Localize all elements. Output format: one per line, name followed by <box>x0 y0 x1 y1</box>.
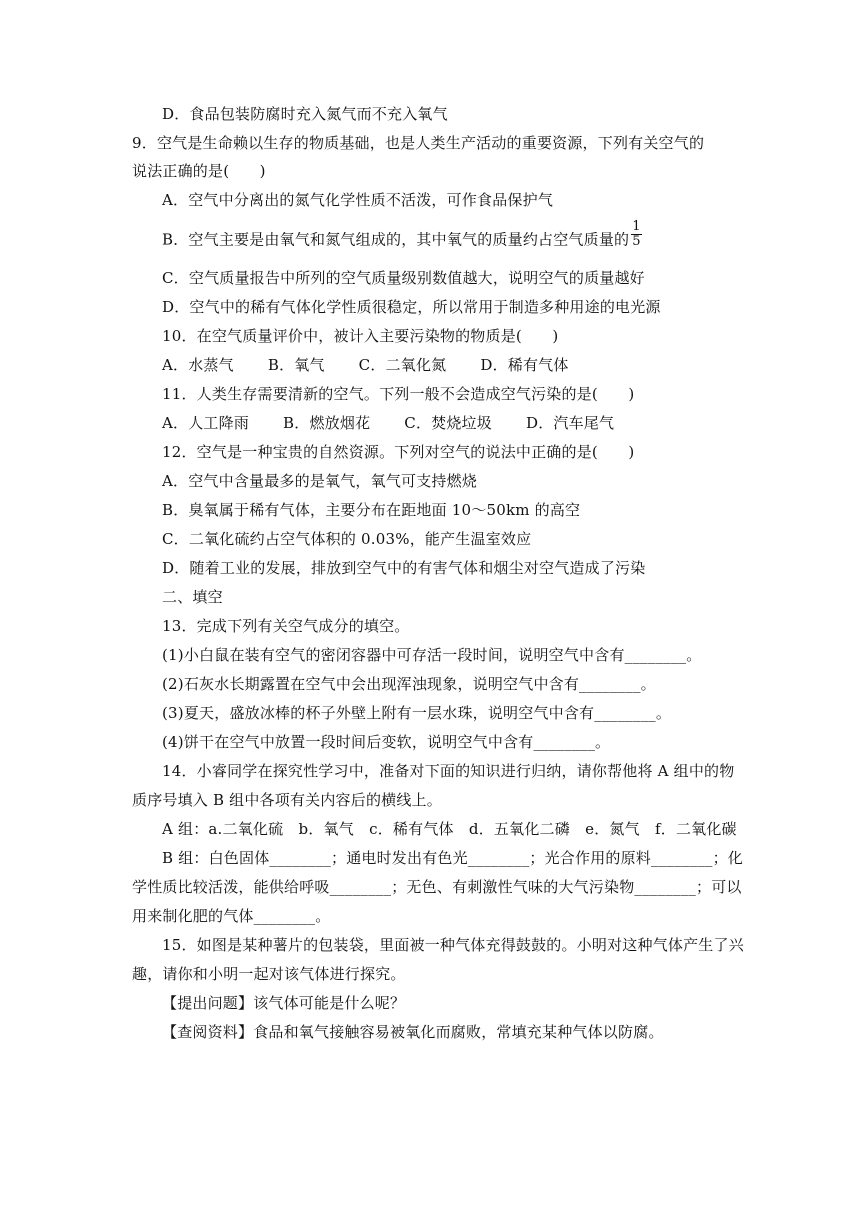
q9-stem-line2: 说法正确的是( ) <box>132 162 266 180</box>
q11-option-b: B．燃放烟花 <box>283 414 371 432</box>
q14-group-b-line3: 用来制化肥的气体________。 <box>132 907 331 925</box>
q9-option-a: A．空气中分离出的氮气化学性质不活泼，可作食品保护气 <box>162 191 554 209</box>
q11-option-d: D．汽车尾气 <box>525 414 615 432</box>
q14-group-b-line2: 学性质比较活泼，能供给呼吸________；无色、有刺激性气味的大气污染物________；可以 <box>132 878 742 896</box>
q13-item-2: (2)石灰水长期露置在空气中会出现浑浊现象，说明空气中含有________。 <box>162 675 656 693</box>
q9-option-b-text: B．空气主要是由氧气和氮气组成的，其中氧气的质量约占空气质量的 <box>162 230 630 249</box>
q9-option-b <box>162 219 642 255</box>
q9-stem-line1: 9．空气是生命赖以生存的物质基础，也是人类生产活动的重要资源，下列有关空气的 <box>132 134 705 152</box>
q10-stem: 10．在空气质量评价中，被计入主要污染物的物质是( ) <box>162 327 559 345</box>
q14-stem-line2: 质序号填入 B 组中各项有关内容后的横线上。 <box>132 791 442 809</box>
q10-option-a: A．水蒸气 <box>162 356 234 374</box>
q14-stem-line1: 14．小睿同学在探究性学习中，准备对下面的知识进行归纳，请你帮他将 A 组中的物 <box>162 762 735 780</box>
q12-option-b: B．臭氧属于稀有气体，主要分布在距地面 10～50km 的高空 <box>162 501 581 519</box>
q11-stem: 11．人类生存需要清新的空气。下列一般不会造成空气污染的是( ) <box>162 385 635 403</box>
q13-item-4: (4)饼干在空气中放置一段时间后变软，说明空气中含有________。 <box>162 733 611 751</box>
q10-option-b: B．氧气 <box>267 356 325 374</box>
q11-option-a: A．人工降雨 <box>162 414 250 432</box>
q11-option-c: C．焚烧垃圾 <box>404 414 492 432</box>
q11-options <box>162 413 614 433</box>
fraction-denominator: 5 <box>632 234 641 249</box>
q12-option-c: C．二氧化硫约占空气体积的 0.03%，能产生温室效应 <box>162 530 532 548</box>
q15-raise-question: 【提出问题】该气体可能是什么呢？ <box>162 994 406 1012</box>
q9-option-c: C．空气质量报告中所列的空气质量级别数值越大，说明空气的质量越好 <box>162 269 645 287</box>
q14-group-b-line1: B 组：白色固体________；通电时发出有色光________；光合作用的原料________；化 <box>162 849 743 867</box>
q10-options <box>162 355 569 375</box>
q13-stem: 13．完成下列有关空气成分的填空。 <box>162 617 410 635</box>
q12-option-d: D．随着工业的发展，排放到空气中的有害气体和烟尘对空气造成了污染 <box>162 559 646 577</box>
q15-stem-line2: 趣，请你和小明一起对该气体进行探究。 <box>132 965 406 983</box>
q13-item-1: (1)小白鼠在装有空气的密闭容器中可存活一段时间，说明空气中含有________。 <box>162 646 702 664</box>
fraction-numerator: 1 <box>632 219 641 234</box>
q15-stem-line1: 15．如图是某种薯片的包装袋，里面被一种气体充得鼓鼓的。小明对这种气体产生了兴 <box>162 936 744 954</box>
q12-option-a: A．空气中含量最多的是氧气，氧气可支持燃烧 <box>162 472 478 490</box>
q12-stem: 12．空气是一种宝贵的自然资源。下列对空气的说法中正确的是( ) <box>162 443 635 461</box>
q10-option-d: D．稀有气体 <box>480 356 569 374</box>
q13-item-3: (3)夏天，盛放冰棒的杯子外壁上附有一层水珠，说明空气中含有________。 <box>162 704 672 722</box>
q10-option-c: C．二氧化氮 <box>358 356 447 374</box>
q14-group-a: A 组：a.二氧化硫 b．氧气 c．稀有气体 d．五氧化二磷 e．氮气 f．二氧化碳 <box>162 820 737 838</box>
q9-option-d: D．空气中的稀有气体化学性质很稳定，所以常用于制造多种用途的电光源 <box>162 298 661 316</box>
q8-option-d: D．食品包装防腐时充入氮气而不充入氧气 <box>162 105 448 123</box>
q15-consult-info: 【查阅资料】食品和氧气接触容易被氧化而腐败，常填充某种气体以防腐。 <box>162 1023 664 1041</box>
section-heading-fill-in: 二、填空 <box>162 588 223 606</box>
fraction-one-fifth <box>631 220 641 249</box>
